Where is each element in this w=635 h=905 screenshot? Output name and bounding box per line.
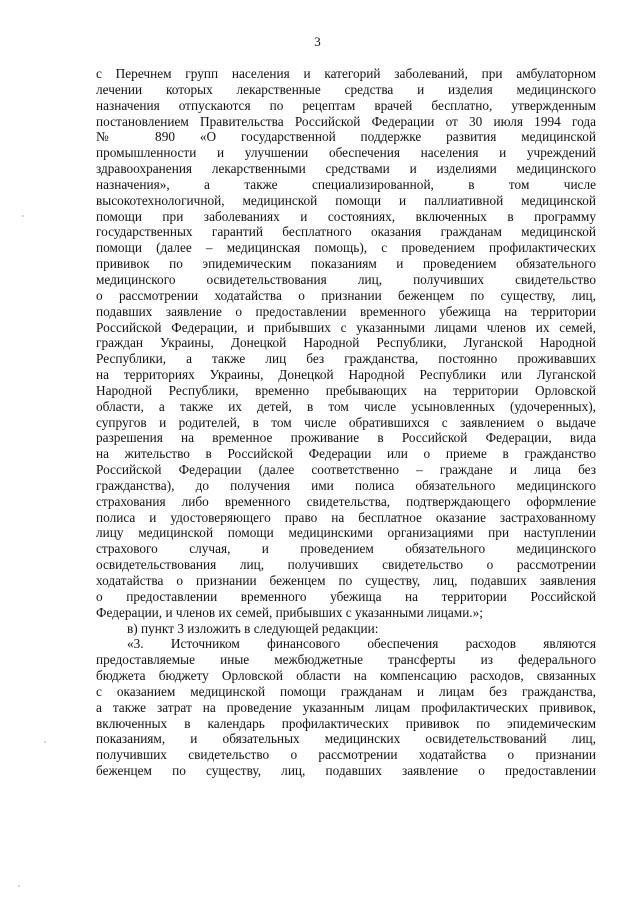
document-body — [96, 66, 596, 779]
text-line: здравоохранения лекарственными средствами и изделиями медицинского — [96, 161, 596, 177]
text-line: на жительство в Российской Федерации или о приеме в гражданство — [96, 446, 596, 462]
text-line: Федерации, и членов их семей, прибывших с указанными лицами.»; — [96, 604, 483, 620]
text-line: освидетельствования лиц, получивших свидетельство о рассмотрении — [96, 557, 596, 573]
text-line: бюджета бюджету Орловской области на компенсацию расходов, связанных — [96, 668, 596, 684]
text-line: с Перечнем групп населения и категорий заболеваний, при амбулаторном — [96, 66, 596, 81]
text-line: лечении которых лекарственные средства и изделия медицинского — [96, 81, 596, 97]
text-line: показаниям, и обязательных медицинских освидетельствований лиц, — [96, 731, 596, 747]
text-line: Российской Федерации, и прибывших с указанными лицами членов их семей, — [96, 319, 596, 335]
text-line: в) пункт 3 изложить в следующей редакции: — [127, 620, 379, 636]
paragraph-p1 — [96, 66, 596, 621]
text-line: высокотехнологичной, медицинской помощи и паллиативной медицинской — [96, 192, 596, 208]
scan-speck — [44, 741, 46, 743]
text-line: ходатайства о признании беженцем по существу, лиц, подавших заявления — [96, 573, 596, 588]
text-line: страхования либо временного свидетельства, подтверждающего оформление — [96, 493, 596, 509]
text-line: включенных в календарь профилактических прививок по эпидемическим — [96, 715, 596, 731]
text-line: области, а также их детей, в том числе усыновленных (удочеренных), — [96, 398, 596, 414]
text-line: получивших свидетельство о рассмотрении ходатайства о признании — [96, 747, 596, 763]
text-line: № 890 «О государственной поддержке развития медицинской — [96, 129, 596, 145]
scan-speck — [18, 885, 20, 887]
text-line: а также затрат на проведение указанным лицам профилактических прививок, — [96, 699, 596, 715]
text-line: предоставляемые иные межбюджетные трансферты из федерального — [96, 652, 596, 668]
text-line: «3. Источником финансового обеспечения расходов являются — [127, 636, 596, 652]
text-line: супругов и родителей, в том числе обратившихся с заявлением о выдаче — [96, 414, 596, 430]
text-line: помощи (далее – медицинская помощь), с проведением профилактических — [96, 240, 596, 256]
text-line: постановлением Правительства Российской Федерации от 30 июля 1994 года — [96, 113, 596, 129]
text-line: помощи при заболеваниях и состояниях, включенных в программу — [96, 208, 596, 224]
text-line: на территориях Украины, Донецкой Народной Республики или Луганской — [96, 367, 596, 383]
text-line: о рассмотрении ходатайства о признании беженцем по существу, лиц, — [96, 287, 596, 303]
text-line: Республики, а также лиц без гражданства, постоянно проживавших — [96, 351, 596, 367]
text-line: подавших заявление о предоставлении временного убежища на территории — [96, 303, 596, 319]
paragraph-p2 — [96, 621, 596, 637]
page-number: 3 — [314, 34, 321, 49]
text-line: беженцем по существу, лиц, подавших заявление о предоставлении — [96, 763, 596, 779]
text-line: граждан Украины, Донецкой Народной Республики, Луганской Народной — [96, 335, 596, 351]
paragraph-p3 — [96, 636, 596, 779]
text-line: о предоставлении временного убежища на территории Российской — [96, 588, 596, 604]
text-line: промышленности и улучшении обеспечения населения и учреждений — [96, 145, 596, 161]
text-line: лицу медицинской помощи медицинскими организациями при наступлении — [96, 525, 596, 541]
text-line: государственных гарантий бесплатного оказания гражданам медицинской — [96, 224, 596, 240]
text-line: прививок по эпидемическим показаниям и проведением обязательного — [96, 256, 596, 272]
text-line: полиса и удостоверяющего право на бесплатное оказание застрахованному — [96, 509, 596, 525]
text-line: разрешения на временное проживание в Российской Федерации, вида — [96, 430, 596, 446]
scan-speck — [22, 215, 24, 217]
text-line: гражданства), до получения ими полиса обязательного медицинского — [96, 477, 596, 493]
text-line: назначения отпускаются по рецептам врачей бесплатно, утвержденным — [96, 97, 596, 113]
text-line: с оказанием медицинской помощи гражданам и лицам без гражданства, — [96, 683, 596, 699]
text-line: назначения», а также специализированной, в том числе — [96, 176, 596, 192]
text-line: Российской Федерации (далее соответственно – граждане и лица без — [96, 462, 596, 478]
text-line: Народной Республики, временно пребывающих на территории Орловской — [96, 382, 596, 398]
text-line: страхового случая, и проведением обязательного медицинского — [96, 541, 596, 557]
text-line: медицинского освидетельствования лиц, получивших свидетельство — [96, 271, 596, 287]
